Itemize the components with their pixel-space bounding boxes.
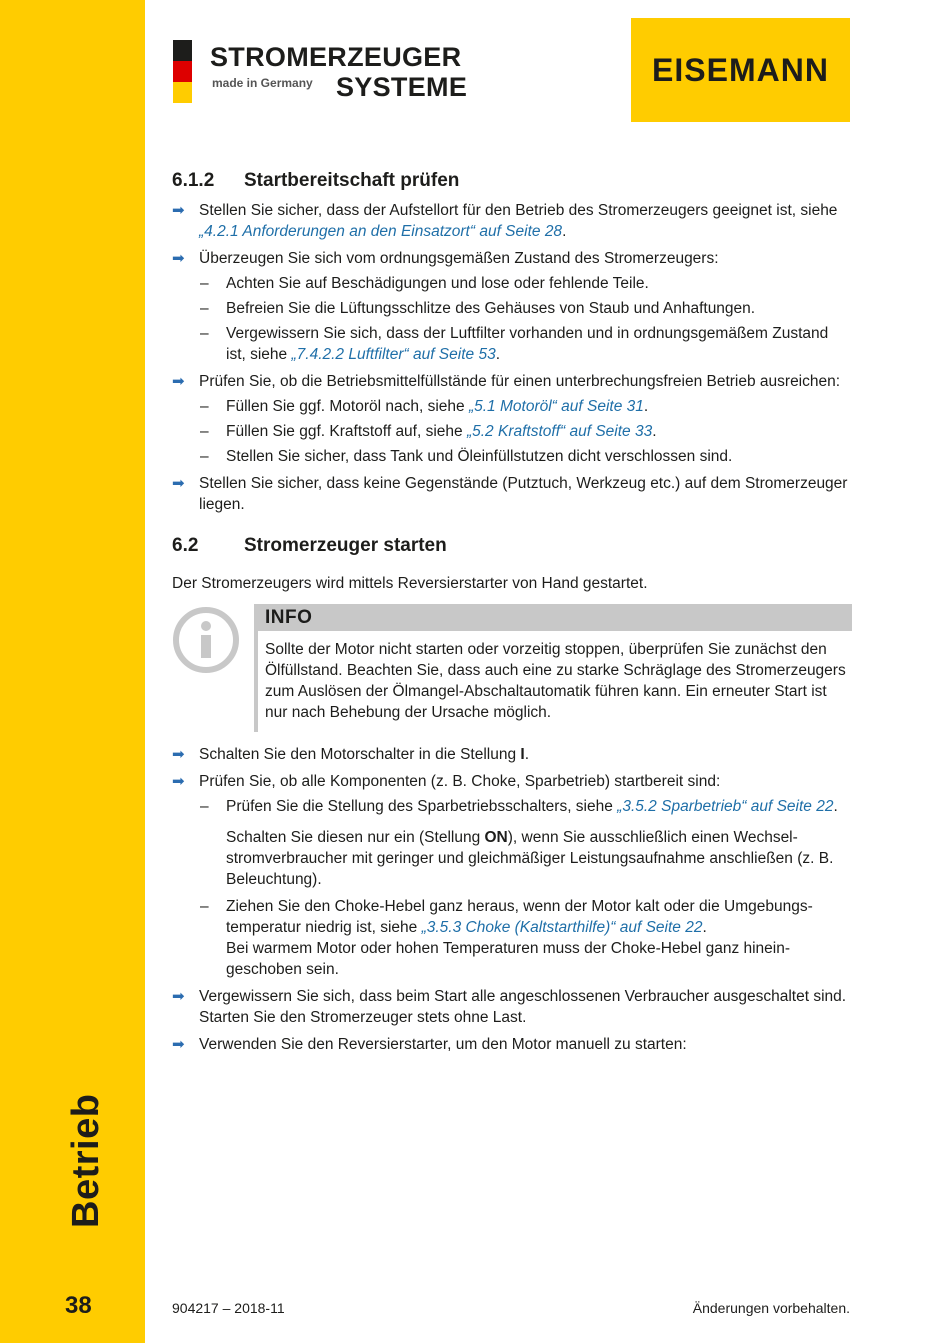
info-text: Sollte der Motor nicht starten oder vorzeitig stoppen, überprüfen Sie zunächst den Ölfüllstand. Beachten Sie, dass auch eine zu starke Schräglage des Stromerzeugers zum Auslösen der Ölmangel-Abschaltautomatik führen kann. Ein erneuter Start ist nur nach Behebung der Ursache möglich. <box>265 641 846 721</box>
sub-item-text: Achten Sie auf Beschädigungen und lose oder fehlende Teile. <box>226 275 649 292</box>
sub-list-item: – Ziehen Sie den Choke-Hebel ganz heraus, wenn der Motor kalt oder die Umgebungstemperatur niedrig ist, siehe „3.5.3 Choke (Kaltstarthilfe)“ auf Seite 22. Bei warmem Motor oder hohen Temperaturen muss der Choke-Hebel ganz hineingeschoben sein. <box>200 898 813 978</box>
sub-item-text: Füllen Sie ggf. Motoröl nach, siehe <box>226 398 469 415</box>
info-icon <box>172 606 240 674</box>
cross-reference-link[interactable]: „3.5.2 Sparbetrieb“ auf Seite 22 <box>617 798 834 815</box>
info-box <box>172 604 852 734</box>
sub-item-text: Befreien Sie die Lüftungsschlitze des Gehäuses von Staub und Anhaftungen. <box>226 300 756 317</box>
list-item <box>172 371 852 392</box>
section-number: 6.1.2 <box>172 170 215 191</box>
cross-reference-link[interactable]: „5.2 Kraftstoff“ auf Seite 33 <box>466 423 653 440</box>
list-item <box>172 473 852 515</box>
switch-position: ON <box>484 829 508 846</box>
item-text: Vergewissern Sie sich, dass beim Start alle angeschlossenen Verbraucher ausgeschaltet sind. Starten Sie den Stromerzeuger stets ohne Last. <box>199 988 847 1026</box>
section-heading-6-1-2 <box>172 168 852 194</box>
cross-reference-link[interactable]: „4.2.1 Anforderungen an den Einsatzort“ auf Seite 28 <box>199 223 563 240</box>
sub-item-text-end: . <box>702 919 707 936</box>
sub-list-item: – Füllen Sie ggf. Kraftstoff auf, siehe „5.2 Kraftstoff“ auf Seite 33. <box>200 423 657 440</box>
arrow-right-icon: ➡ <box>172 250 185 267</box>
item-text: Prüfen Sie, ob alle Komponenten (z. B. Choke, Sparbetrieb) startbereit sind: <box>199 773 721 790</box>
arrow-right-icon: ➡ <box>172 373 185 390</box>
brand-logo <box>631 18 850 122</box>
list-item <box>172 200 852 242</box>
german-flag-icon <box>173 40 192 103</box>
side-section-title: Betrieb <box>65 1093 107 1228</box>
brand-name: EISEMANN <box>652 51 829 88</box>
logo-made-in: made in Germany <box>212 76 313 90</box>
section-title: Startbereitschaft prüfen <box>244 170 460 191</box>
cross-reference-link[interactable]: „5.1 Motoröl“ auf Seite 31 <box>468 398 644 415</box>
intro-paragraph: Der Stromerzeugers wird mittels Reversierstarter von Hand gestartet. <box>172 575 648 592</box>
sub-item-text-end: . <box>643 398 649 415</box>
sub-item-extra-text: Bei warmem Motor oder hohen Temperaturen muss der Choke-Hebel ganz hineingeschoben sein. <box>226 940 791 978</box>
cross-reference-link[interactable]: „3.5.3 Choke (Kaltstarthilfe)“ auf Seite 22 <box>421 919 703 936</box>
sub-item-text: Prüfen Sie die Stellung des Sparbetriebsschalters, siehe <box>226 798 618 815</box>
arrow-right-icon: ➡ <box>172 773 185 790</box>
section-title: Stromerzeuger starten <box>244 535 447 556</box>
arrow-right-icon: ➡ <box>172 746 185 763</box>
cross-reference-link[interactable]: „7.4.2.2 Luftfilter“ auf Seite 53 <box>291 346 496 363</box>
sub-list-item: – Achten Sie auf Beschädigungen und lose oder fehlende Teile. <box>200 275 649 292</box>
arrow-right-icon: ➡ <box>172 202 185 219</box>
list-item <box>172 248 852 269</box>
footer-doc-id: 904217 – 2018-11 <box>172 1300 285 1316</box>
sub-item-text-end: . <box>495 346 500 363</box>
switch-position: I <box>520 746 525 763</box>
info-heading: INFO <box>258 604 852 631</box>
sub-list-item: – Vergewissern Sie sich, dass der Luftfilter vorhanden und in ordnungsgemäßem Zustand ist, siehe „7.4.2.2 Luftfilter“ auf Seite 53. <box>200 325 829 363</box>
main-content <box>172 168 852 1055</box>
sub-item-paragraph <box>172 827 852 890</box>
sub-list-item: – Stellen Sie sicher, dass Tank und Öleinfüllstutzen dicht verschlossen sind. <box>200 448 733 465</box>
item-text: Stellen Sie sicher, dass der Aufstellort für den Betrieb des Stromerzeugers geeignet ist, siehe <box>199 202 838 219</box>
sub-item-text: Vergewissern Sie sich, dass der Luftfilter vorhanden und in ordnungsgemäßem Zustand ist, siehe <box>226 325 829 363</box>
item-text: Stellen Sie sicher, dass keine Gegenstände (Putztuch, Werkzeug etc.) auf dem Stromerzeuger liegen. <box>199 475 848 513</box>
list-item <box>172 771 852 792</box>
item-text: Schalten Sie den Motorschalter in die Stellung <box>199 746 521 763</box>
sub-item-text: Füllen Sie ggf. Kraftstoff auf, siehe <box>226 423 467 440</box>
item-text: Überzeugen Sie sich vom ordnungsgemäßen Zustand des Stromerzeugers: <box>199 250 719 267</box>
section-number: 6.2 <box>172 535 199 556</box>
sub-item-text-end: . <box>652 423 657 440</box>
sub-item-text: Ziehen Sie den Choke-Hebel ganz heraus, wenn der Motor kalt oder die Umgebungstemperatur niedrig ist, siehe <box>226 898 813 936</box>
section-heading-6-2 <box>172 533 852 559</box>
item-text-end: . <box>524 746 530 763</box>
logo-text-line2: SYSTEME <box>336 72 468 102</box>
item-text: Verwenden Sie den Reversierstarter, um den Motor manuell zu starten: <box>199 1036 687 1053</box>
list-item <box>172 744 852 765</box>
arrow-right-icon: ➡ <box>172 475 185 492</box>
list-item <box>172 1034 852 1055</box>
list-item <box>172 986 852 1028</box>
footer-note: Änderungen vorbehalten. <box>692 1300 850 1316</box>
paragraph-text-end: ), wenn Sie ausschließlich einen Wechselstromverbraucher mit geringer und gleichmäßiger Leistungsaufnahme anschließen (z. B. Beleuchtung). <box>226 829 834 888</box>
paragraph-text: Schalten Sie diesen nur ein (Stellung <box>226 829 485 846</box>
page-number: 38 <box>65 1292 92 1319</box>
sub-list-item: – Füllen Sie ggf. Motoröl nach, siehe „5.1 Motoröl“ auf Seite 31. <box>200 398 649 415</box>
item-text-end: . <box>562 223 567 240</box>
sub-list-item: – Befreien Sie die Lüftungsschlitze des Gehäuses von Staub und Anhaftungen. <box>200 300 756 317</box>
sub-item-text: Stellen Sie sicher, dass Tank und Öleinfüllstutzen dicht verschlossen sind. <box>226 448 733 465</box>
logo-text-line1: STROMERZEUGER <box>210 42 462 72</box>
sub-list-item: – Prüfen Sie die Stellung des Sparbetriebsschalters, siehe „3.5.2 Sparbetrieb“ auf Seite 22. <box>200 798 838 815</box>
arrow-right-icon: ➡ <box>172 988 185 1005</box>
sub-item-text-end: . <box>833 798 838 815</box>
arrow-right-icon: ➡ <box>172 1036 185 1053</box>
item-text: Prüfen Sie, ob die Betriebsmittelfüllstände für einen unterbrechungsfreien Betrieb ausreichen: <box>199 373 841 390</box>
